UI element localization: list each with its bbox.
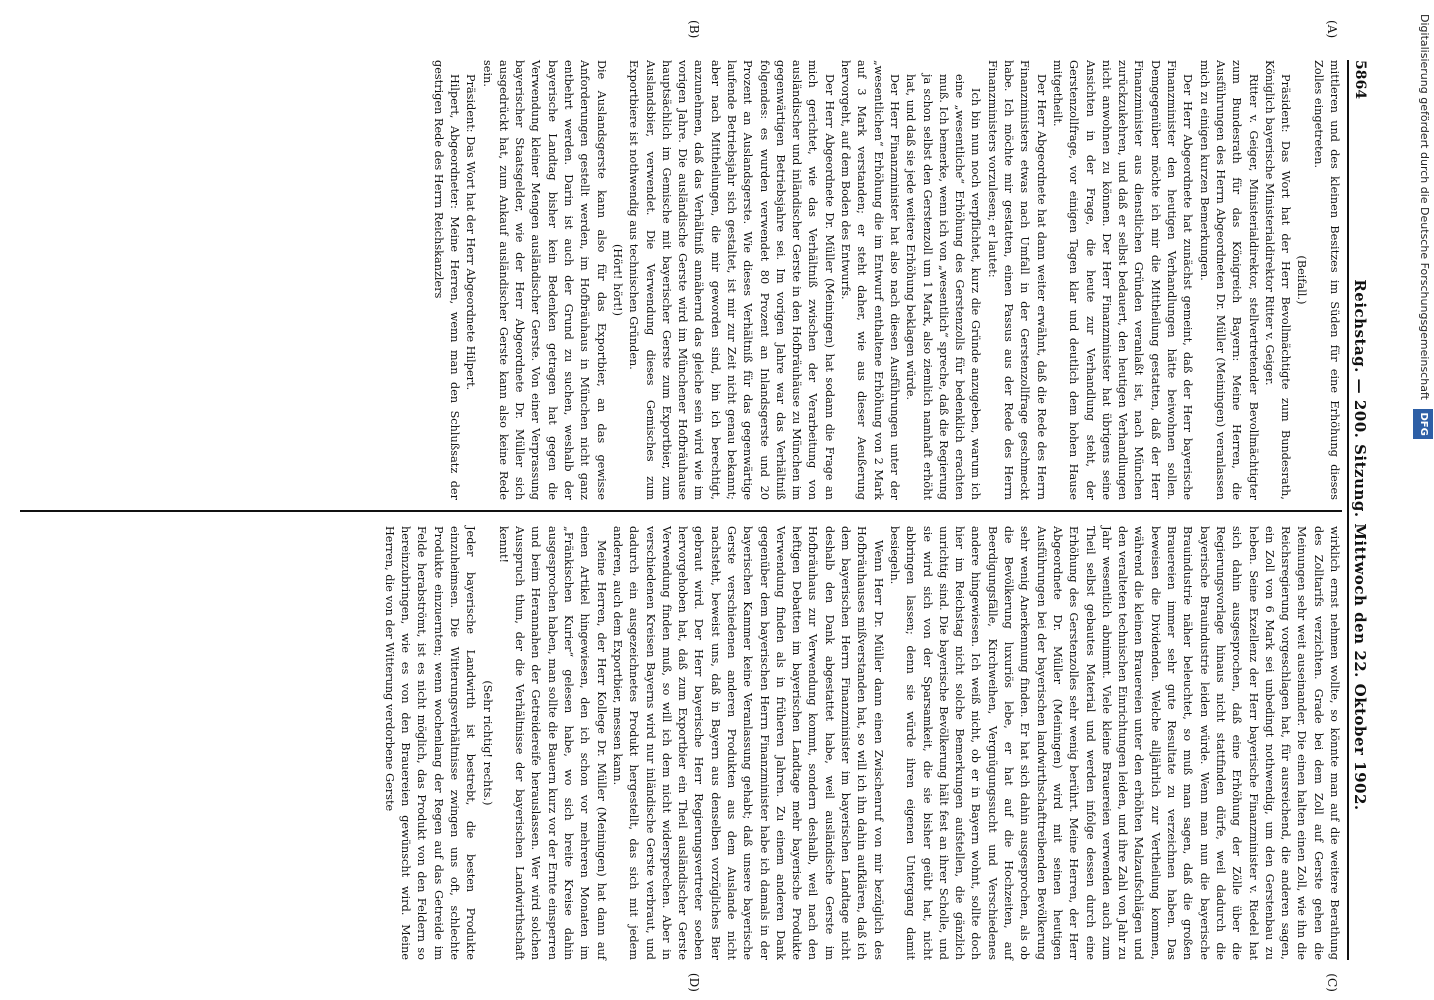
section-marker-b: (B): [687, 20, 701, 39]
left-column-paragraph: Präsident: Das Wort hat der Herr Bevollmächtigte zum Bundesrath, Königlich bayerische Ministerialdirektor Ritter v. Geiger.: [1262, 60, 1293, 500]
left-column-paragraph: Hilpert, Abgeordneter: Meine Herren, wenn man den Schlußsatz der gestrigen Rede des Herrn Reichskanzlers: [431, 60, 461, 500]
page-title: Reichstag. — 200. Sitzung. Mittwoch den 22. Oktober 1902.: [1351, 279, 1370, 811]
left-column-paragraph: Der Herr Abgeordnete hat zunächst gemeint, daß der Herr bayerische Finanzminister den heutigen Verhandlungen hätte beiwohnen sollen. Demgegenüber möchte ich mir die Mittheilung gestatten, daß der Herr Finanzminister aus dienstlichen Gründen veranlaßt ist, nach München zurückzukehren, und daß er selbst bedauert, den heutigen Verhandlungen nicht anwohnen zu können. Der Herr Finanzminister hat übrigens seine Ansichten in der Frage, die heute zur Verhandlung steht, der Gerstenzollfrage, vor einigen Tagen klar und deutlich dem hohen Hause mitgetheilt.: [1050, 60, 1195, 500]
left-column-paragraph: Der Herr Abgeordnete hat dann weiter erwähnt, daß die Rede des Herrn Finanzministers etwas nach Umfall in der Gerstenzollfrage geschmeckt habe. Ich möchte mir gestatten, einen Passus aus der Rede des Herrn Finanzministers vorzulesen; er lautet:: [985, 60, 1048, 500]
right-column-paragraph: Meine Herren, der Herr Kollege Dr. Müller (Meiningen) hat dann auf einen Artikel hingewiesen, den ich schon vor mehreren Monaten im „Fränkischen Kurier“ gelesen habe, wo sich breite Kreise dahin ausgesprochen haben, man sollte die Bauern kurz vor der Ernte einsperren und beim Herannahen der Getreidereife herauslassen. Wer wird solchen Ausspruch thun, der die Verhältnisse der bayerischen Landwirthschaft kennt!: [496, 526, 608, 960]
left-column: [20, 20, 1342, 510]
left-column-paragraph: Ritter v. Geiger, Ministerialdirektor, stellvertretender Bevollmächtigter zum Bundesrath für das Königreich Bayern: Meine Herren, die Ausführungen des Herrn Abgeordneten Dr. Müller (Meiningen) veranlassen mich zu einigen kurzen Bemerkungen.: [1197, 60, 1260, 500]
left-column-paragraph: (Beifall.): [1295, 255, 1309, 305]
page-number: 5864: [1352, 60, 1369, 100]
section-marker-c: (C): [1325, 973, 1339, 992]
credit-text: Digitalisierung gefördert durch die Deutsche Forschungsgemeinschaft: [1418, 14, 1431, 400]
right-column-paragraph: Jeder bayerische Landwirth ist bestrebt, die besten Produkte einzuheimsen. Die Witterungsverhältnisse zwingen uns oft, schlechte Produkte einzuernten; wenn wochenlang der Regen auf das Getreide im Felde herabströmt, ist es nicht möglich, das Produkt von den Feldern so hereinzubringen, wie es von den Brauereien gewünscht wird. Meine Herren, die von der Witterung verdorbene Gerste: [382, 526, 478, 960]
right-column-paragraph: (Sehr richtig! rechts.): [480, 680, 494, 806]
running-header: [1347, 60, 1380, 960]
left-column-paragraph: Ich bin nun noch verpflichtet, kurz die Gründe anzugeben, warum ich eine „wesentliche“ Erhöhung des Gerstenzolls für bedenklich erachten muß. Ich bemerke, wenn ich von „wesentlich“ spreche, daß die Regierung ja schon selbst den Gerstenzoll um 1 Mark, also ziemlich namhaft erhöht hat, und daß sie jede weitere Erhöhung beklagen würde.: [904, 74, 983, 500]
dfg-logo: DFG: [1413, 409, 1433, 438]
left-column-paragraph: Der Herr Abgeordnete Dr. Müller (Meiningen) hat sodann die Frage an mich gerichtet, wie das Verhältniß zwischen der Verarbeitung von ausländischer und inländischer Gerste in den Hofbräuhäuse zu München im gegenwärtigen Betriebsjahre sei. Im vorigen Jahre war das Verhältniß folgendes: es wurden verwendet 80 Prozent an Inlandsgerste und 20 Prozent an Auslandsgerste. Wie dieses Verhältniß für das gegenwärtige laufende Betriebsjahr sich gestaltet, ist mir zur Zeit nicht genau bekannt; aber nach Mittheilungen, die mir geworden sind, bin ich berechtigt, anzunehmen, daß das Verhältniß annähernd das gleiche sein wird wie im vorigen Jahre. Die ausländische Gerste wird im Münchener Hofbräuhause hauptsächlich im Gemische mit bayerischer Gerste zum Exportbier, zum Auslandsbier, verwendet. Die Verwendung dieses Gemisches zum Exportbiere ist nothwendig aus technischen Gründen.: [627, 60, 836, 500]
left-column-paragraph: Die Auslandsgerste kann also für das Exportbier, an das gewisse Anforderungen gestellt werden, im Hofbräuhaus in München nicht ganz entbehrt werden. Darin ist auch der Grund zu suchen, weshalb der bayerische Landtag bisher kein Bedenken getragen hat gegen die Verwendung kleiner Mengen ausländischer Gerste. Von einer Verprassung bayerischer Staatsgelder, wie der Herr Abgeordnete Dr. Müller sich ausgedrückt hat, zum Ankauf ausländischer Gerste kann also keine Rede sein.: [480, 60, 608, 500]
section-marker-a: (A): [1325, 20, 1339, 39]
right-column-paragraph: Wenn Herr Dr. Müller dann einen Zwischenruf von mir bezüglich des Hofbräuhauses mißverstanden hat, so will ich ihn dahin aufklären, daß ich dem bayerischen Herrn Finanzminister im bayerischen Landtage nicht deshalb den Dank abgestattet habe, weil ausländische Gerste im Hofbräuhaus zur Verwendung kommt, sondern deshalb, weil nach den heftigen Debatten im bayerischen Landtage mehr bayerische Produkte Verwendung finden als in früheren Jahren. Zu einem anderen Dank gegenüber dem bayerischen Herrn Finanzminister habe ich damals in der bayerischen Kammer keine Veranlassung gehabt; daß unsere bayerische Gerste verschiedenen anderen Produkten aus dem Auslande nicht nachsteht, beweist uns, daß in Bayern aus denselben vorzügliches Bier gebraut wird. Der Herr bayerische Herr Regierungsvertreter soeben hervorgehoben hat, daß zum Exportbier ein Theil ausländischer Gerste Verwendung finden muß, so will ich dem nicht widersprechen. Aber in verschiedenen Kreisen Bayerns wird nur inländische Gerste verbraut, und dadurch ein ausgezeichnetes Produkt hergestellt, das sich mit jedem anderen, auch dem Exportbier, messen kann.: [610, 526, 885, 960]
right-column-paragraph: wirklich ernst nehmen wollte, so könnte man auf die weitere Berathung des Zolltarifs verzichten. Grade bei dem Zoll auf Gerste gehen die Meinungen sehr weit auseinander. Die einen halten einen Zoll, wie ihn die Reichsregierung vorgeschlagen hat, für ausreichend, die anderen sagen, ein Zoll von 6 Mark sei unbedingt nothwendig, um den Gerstenbau zu heben. Seine Exzellenz der Herr bayerische Finanzminister v. Riedel hat sich dahin ausgesprochen, daß eine Erhöhung der Zölle über die Regierungsvorlage hinaus nicht stattfinden dürfe, weil dadurch die bayerische Brauindustrie leiden würde. Wenn man nun die bayerische Brauindustrie näher beleuchtet, so muß man sagen, daß die großen Brauereien immer sehr gute Resultate zu verzeichnen haben. Das beweisen die Dividenden. Welche alljährlich zur Vertheilung kommen, während die kleinen Brauereien unter den erhöhten Malzaufschlägen und den veralteten technischen Einrichtungen leiden, und ihre Zahl von Jahr zu Jahr wesentlich abnimmt. Viele kleine Brauereien verwenden auch zum Theil selbst gebautes Material und werden infolge dessen durch eine Erhöhung des Gerstenzolles sehr wenig berührt. Meine Herren, der Herr Abgeordnete Dr. Müller (Meiningen) wird mit seinen heutigen Ausführungen bei der bayerischen landwirthschafttreibenden Bevölkerung sehr wenig Anerkennung finden. Er hat sich dahin ausgesprochen, als ob die Bevölkerung luxuriös lebe, er hat auf die Hochzeiten, auf Beerdigungsfälle, Kirchweihen, Vergnügungssucht und Verschiedenes andere hingewiesen. Ich weiß nicht, ob er in Bayern wohnt, sollte doch hier im Reichstag nicht solche Bemerkungen aufstellen, die gänzlich unrichtig sind. Die bayerische Bevölkerung hält fest an ihrer Scholle, und sie wird sich von der Sparsamkeit, die sie bisher geübt hat, nicht abbringen lassen; denn sie würde ihren eigenen Untergang damit besiegeln.: [887, 526, 1341, 960]
text-columns: [20, 20, 1342, 992]
left-column-paragraph: Der Herr Finanzminister hat also nach diesen Ausführungen unter der „wesentlichen“ Erhöhung die im Entwurf enthaltene Erhöhung von 2 Mark auf 3 Mark verstanden; er steht daher, wie aus dieser Aeußerung hervorgeht, auf dem Boden des Entwurfs.: [839, 60, 901, 500]
right-column: [20, 510, 1342, 992]
digitization-credit: [1410, 0, 1434, 1000]
left-column-paragraph: (Hört! hört!): [610, 243, 624, 317]
left-column-paragraph: mittleren und des kleinen Besitzes im Süden für eine Erhöhung dieses Zolles eingetreten.: [1311, 60, 1341, 500]
section-marker-d: (D): [687, 972, 701, 992]
left-column-paragraph: Präsident: Das Wort hat der Herr Abgeordnete Hilpert.: [464, 74, 478, 391]
